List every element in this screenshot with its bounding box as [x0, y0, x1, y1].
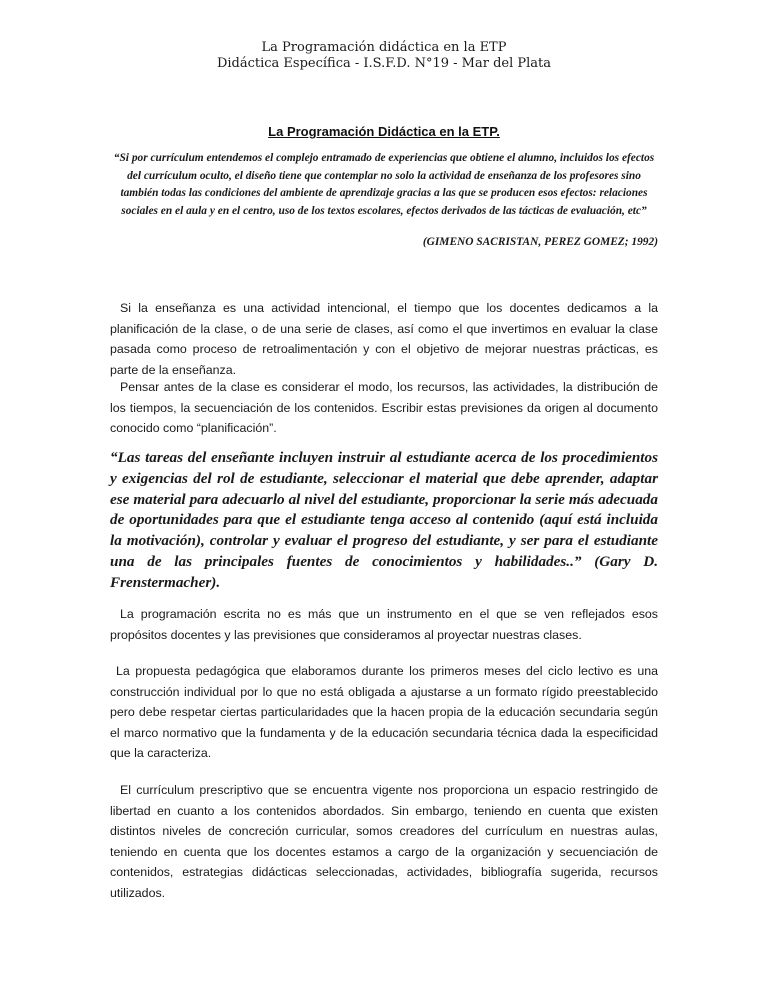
block-quote: “Las tareas del enseñante incluyen instruir al estudiante acerca de los procedimientos y exigencias del rol de estudiante, seleccionar el material que debe aprender, adaptar ese material para adecuarlo al nivel del estudiante, proporcionar la serie más adecuada de oportunidades para que el estudiante tenga acceso al contenido (aquí está incluida la motivación), controlar y evaluar el progreso del estudiante, y ser para el estudiante una de las principales fuentes de conocimientos y habilidades..” (Gary D. Frenstermacher).: [110, 449, 658, 591]
body-paragraph: Pensar antes de la clase es considerar el modo, los recursos, las actividades, la distribución de los tiempos, la secuenciación de los contenidos. Escribir estas previsiones da origen al documento conocido como “planificación”.: [110, 380, 658, 436]
body-paragraph: Si la enseñanza es una actividad intencional, el tiempo que los docentes dedicamos a la planificación de la clase, o de una serie de clases, así como el que invertimos en evaluar la clase pasada como proceso de retroalimentación y con el objetivo de mejorar nuestras prácticas, es parte de la enseñanza.: [110, 301, 658, 377]
document-title: La Programación Didáctica en la ETP.: [268, 124, 500, 139]
body-paragraph: El currículum prescriptivo que se encuentra vigente nos proporciona un espacio restringido de libertad en cuanto a los contenidos abordados. Sin embargo, teniendo en cuenta que existen distintos niveles de concreción curricular, somos creadores del currículum en nuestras aulas, teniendo en cuenta que los docentes estamos a cargo de la organización y secuenciación de contenidos, estrategias didácticas seleccionadas, actividades, bibliografía sugerida, recursos utilizados.: [110, 783, 658, 900]
body-paragraph: La propuesta pedagógica que elaboramos durante los primeros meses del ciclo lectivo es una construcción individual por lo que no está obligada a ajustarse a un formato rígido preestablecido pero debe respetar ciertas particularidades que la hacen propia de la educación secundaria según el marco normativo que la fundamenta y de la educación secundaria técnica dada la especificidad que la caracteriza.: [110, 664, 658, 761]
header-subtitle: Didáctica Específica - I.S.F.D. N°19 - Mar del Plata: [216, 56, 552, 71]
header-title: La Programación didáctica en la ETP: [261, 40, 507, 55]
epigraph-quote: “Si por currículum entendemos el complejo entramado de experiencias que obtiene el alumno, incluidos los efectos del currículum oculto, el diseño tiene que contemplar no solo la actividad de enseñanza de los profesores sino también todas las condiciones del ambiente de aprendizaje gracias a las que se producen esos efectos: relaciones sociales en el aula y en el centro, uso de los textos escolares, efectos derivados de las tácticas de evaluación, etc”: [113, 152, 655, 217]
body-paragraph: La programación escrita no es más que un instrumento en el que se ven reflejados esos propósitos docentes y las previsiones que consideramos al proyectar nuestras clases.: [110, 607, 658, 642]
page-header: [0, 40, 768, 72]
epigraph-author: (GIMENO SACRISTAN, PEREZ GOMEZ; 1992): [422, 236, 658, 248]
